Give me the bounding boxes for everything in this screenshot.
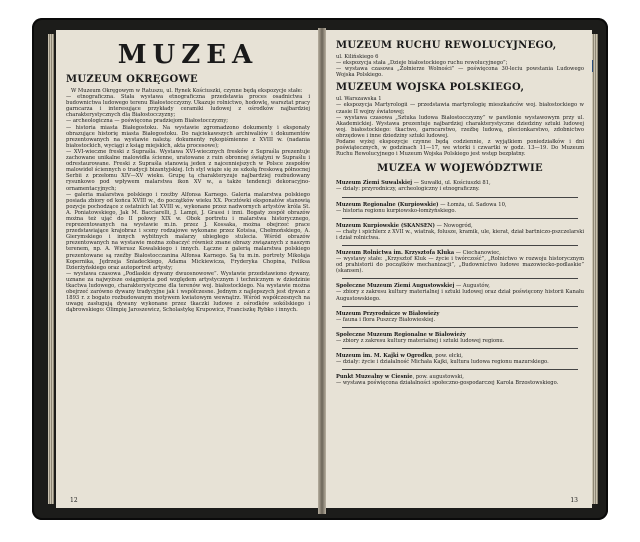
page-edges-right: [592, 34, 598, 504]
museum-title: MUZEUM WOJSKA POLSKIEGO,: [336, 82, 525, 94]
regional-museum-details: — Suwałki, ul. Kościuszki 81, — działy: przyrodniczy, archeologiczny i etnograficzny.: [336, 180, 491, 193]
regional-museum-details: — zbiory z zakresu kultury materialnej i sztuki ludowej regionu.: [336, 337, 505, 344]
divider: [342, 197, 578, 198]
divider: [342, 245, 578, 246]
page-number: 12: [70, 497, 78, 504]
regional-museum-name: Punkt Muzealny w Ciesnie: [336, 374, 413, 381]
regional-museum-name: Muzeum im. M. Kajki w Ogrodku: [336, 353, 432, 359]
regional-museum-entry: [336, 250, 584, 274]
divider: [342, 218, 578, 219]
divider: [342, 369, 578, 370]
regional-museum-name: Muzeum Rolnictwa im. Krzysztofa Kluka: [336, 249, 455, 256]
regional-museum-entry: [336, 180, 584, 192]
regional-museum-details: — Nowogród, — chaty i spichlerz z XVII w., wiatrak, folusze, kramik, ule, kierat, dział bartniczo-pszczelarski i dział rolnictwa.: [336, 222, 584, 241]
museum-title: MUZEUM RUCHU REWOLUCYJNEGO,: [336, 40, 557, 51]
regional-museum-entry: [336, 374, 584, 386]
divider: [342, 278, 578, 279]
regional-museum-details: — Augustów, — zbiory z zakresu kultury materialnej i sztuki ludowej oraz dział poświęcony historii Kanału Augustowskiego.: [336, 283, 584, 302]
regional-museum-name: Muzeum Kurpiowskie (SKANSEN): [336, 222, 436, 229]
regional-museum-details: , pow. ełcki, — działy: życie i działalność Michała Kajki, kultura ludowa regionu mazurskiego.: [336, 353, 549, 366]
divider: [342, 306, 578, 307]
regional-museum-name: Społeczne Muzeum Ziemi Augustowskiej: [336, 283, 455, 290]
divider: [342, 348, 578, 349]
right-page: [326, 30, 592, 508]
section-title: MUZEA W WOJEWÓDZTWIE: [377, 163, 543, 175]
museum-body: ul. Kilińskiego 6 — ekspozycja stała „Dzieje białostockiego ruchu rewolucyjnego”; — wystawa czasowa „Żołnierze Wolności” — poświęcona 30-leciu powstania Ludowego Wojska Polskiego.: [336, 54, 584, 79]
page-number: 13: [570, 497, 578, 504]
left-page: [56, 30, 318, 508]
page-title: MUZEA: [117, 40, 259, 70]
regional-museum-entry: [336, 202, 584, 214]
regional-museums-list: [336, 180, 584, 386]
museum-entry: [336, 40, 584, 78]
section-title: MUZEUM OKRĘGOWE: [66, 74, 198, 85]
regional-museum-name: Muzeum Ziemi Suwalskiej: [336, 180, 413, 187]
page-edges-left: [48, 34, 54, 504]
divider: [342, 327, 578, 328]
regional-museum-details: — fauna i flora Puszczy Białowieskiej.: [336, 316, 436, 323]
regional-museum-name: Muzeum Regionalne (Kurpiowskie): [336, 201, 439, 208]
regional-museum-name: Społeczne Muzeum Regionalne w Białowieży: [336, 331, 466, 338]
museum-description: W Muzeum Okręgowym w Ratuszu, ul. Rynek Kościuszki, czynne będą ekspozycje stałe: — etnograficzna. Stała wystawa etnograficzna przedstawia proces osadnictwa i budownictwa ludowego terenu Białostocczyzny. Ukazuje rolnictwo, hodowlę, warsztat pracy garncarza i interesujące przykłady ceramiki ludowej z ośrodków najbardziej charakterystycznych dla Białostocczyzny; — archeologiczna — poświęcona pradziejom Białostocczyzny; — historia miasta Białegostoku. Na wystawie zgromadzono dokumenty i eksponaty obrazujące historię miasta Białegostoku. Do najciekawszych archiwaliów i dokumentów prezentowanych na wystawie należą: dokumenty rękopiśmienne z XVIII w. (nadania białostockich, wyciągi z ksiąg miejskich, akta procesowe); — XVI-wieczne freski z Supraśla. Wystawa XVI-wiecznych fresków z Supraśla prezentuje zachowane unikalne malowidła ścienne, uratowane z ruin obronnej świątyni w Supraślu i odrestaurowane. Freski z Supraśla stanowią jeden z najcenniejszych w Polsce zespołów malowideł ściennych o tradycji bizantyjskiej. Ich styl wiąże się ze szkołą freskową północnej Serbii z przełomu XIV—XV wieku. Grupę tą charakteryzuje najbardziej rozbudowany rysunkowo pod wpływem malarstwa ikon XV w., a także tendencji dekoracyjno-ornamentacyjnych; — galeria malarstwa polskiego i rzeźby Alfonsa Karnego. Galeria malarstwa polskiego posiada zbiory od końca XVIII w., do początków wieku XX. Pocztówki eksponatów stanowią pozycje pochodzące z ostatnich lat XVIII w., wykonane przez nadwornych artystów króla St. A. Poniatowskiego, Jak M. Bacciarelli, J. Lampi, J. Grassi i inni. Bogaty zespół obrazów można też ująć do II połowy XIX w. Obok portretu i malarstwa historycznego, reprezentowanych na wystawie m.in. przez J. Kossaka, można obejrzeć prace przedstawiające krajobraz i sceny rodzajowe wykonane przez Kotsisa, Chełmońskiego, A. Gierymskiego i innych wybitnych malarzy ubiegłego stulecia. Wśród obrazów prezentowanych na wystawie można zobaczyć również znane obrazy związanych z naszym terenem, np. A. Wierusz Kowalskiego i innych. Łączne z galerią malarstwa polskiego prezentowane są rzeźby Białostocczanina Alfonsa Karnego. Są tu m.in. portrety Mikołaja Kopernika, Jędrzeja Śniadeckiego, Adama Mickiewicza, Fryderyka Chopina, Feliksa Dzierżyńskiego oraz autoportret artysty; — wystawa czasowa „Podlaskie dywany dwuosnowowe”. Wystawie przedstawiono dywany, uznane za najwyższe osiągnięcia pod względem artystycznym i technicznym w dziedzinie tkactwa ludowego, charakterystyczne dla terenów woj. białostockiego. Na wystawie można obejrzeć zarówno dywany tradycyjne jak i współczesne. Jednym z najlepszych jest dywan z 1893 r. z bogato rozbudowanym motywem kwiatowym wewnątrz. Wśród współczesnych na uwagę zasługują dywany wykonane przez tkaczki ludowe z ośrodków sokólskiego i dąbrowskiego: Olimpię Jaroszewicz, Scholastykę Krupowicz, Franciszkę Rybko i innych.: [66, 88, 310, 314]
museum-entry: [336, 82, 584, 157]
regional-museum-entry: [336, 332, 584, 344]
regional-museum-entry: [336, 353, 584, 365]
regional-museum-entry: [336, 311, 584, 323]
regional-museum-details: — Ciechanowiec, — wystawy stałe: „Krzysztof Kluk — życie i twórczość”, „Rolnictwo w rozwoju historycznym od prahistorii do początków mechanizacji”, „Budownictwo ludowe mazowiecko-podlaskie” (skansen).: [336, 249, 584, 275]
regional-museum-entry: [336, 223, 584, 241]
book-spine: [318, 28, 326, 514]
regional-museum-name: Muzeum Przyrodnicze w Białowieży: [336, 310, 440, 317]
museum-body: ul. Warszawska 1 — ekspozycja Martyrologii — przedstawia martyrologię mieszkańców woj. białostockiego w czasie II wojny światowej; — wystawa czasowa „Sztuka ludowa Białostocczyzny” w pawilonie wystawowym przy ul. Akademickiej. Wystawa prezentuje najbardziej charakterystyczne dziedziny sztuki ludowej woj. białostockiego: tkactwo, garncarstwo, rzeźbę ludową, plecionkarstwo, zdobnictwo obrzędowe i inne dziedziny sztuki ludowej. Podane wyżej ekspozycje czynne będą codziennie, z wyjątkiem poniedziałków i dni poświątecznych, w godzinach 11—17, we wtorki i czwartki w godz. 13—19. Do Muzeum Ruchu Rewolucyjnego i Muzeum Wojska Polskiego jest wstęp bezpłatny.: [336, 96, 584, 158]
regional-museum-entry: [336, 283, 584, 301]
regional-museum-details: — Łomża, ul. Sadowa 10, — historia regionu kurpiowsko-łomżyńskiego.: [336, 201, 507, 214]
regional-museum-details: , pow. augustowski, — wystawa poświęcona działalności społeczno-gospodarczej Karola Brzostowskiego.: [336, 374, 559, 387]
